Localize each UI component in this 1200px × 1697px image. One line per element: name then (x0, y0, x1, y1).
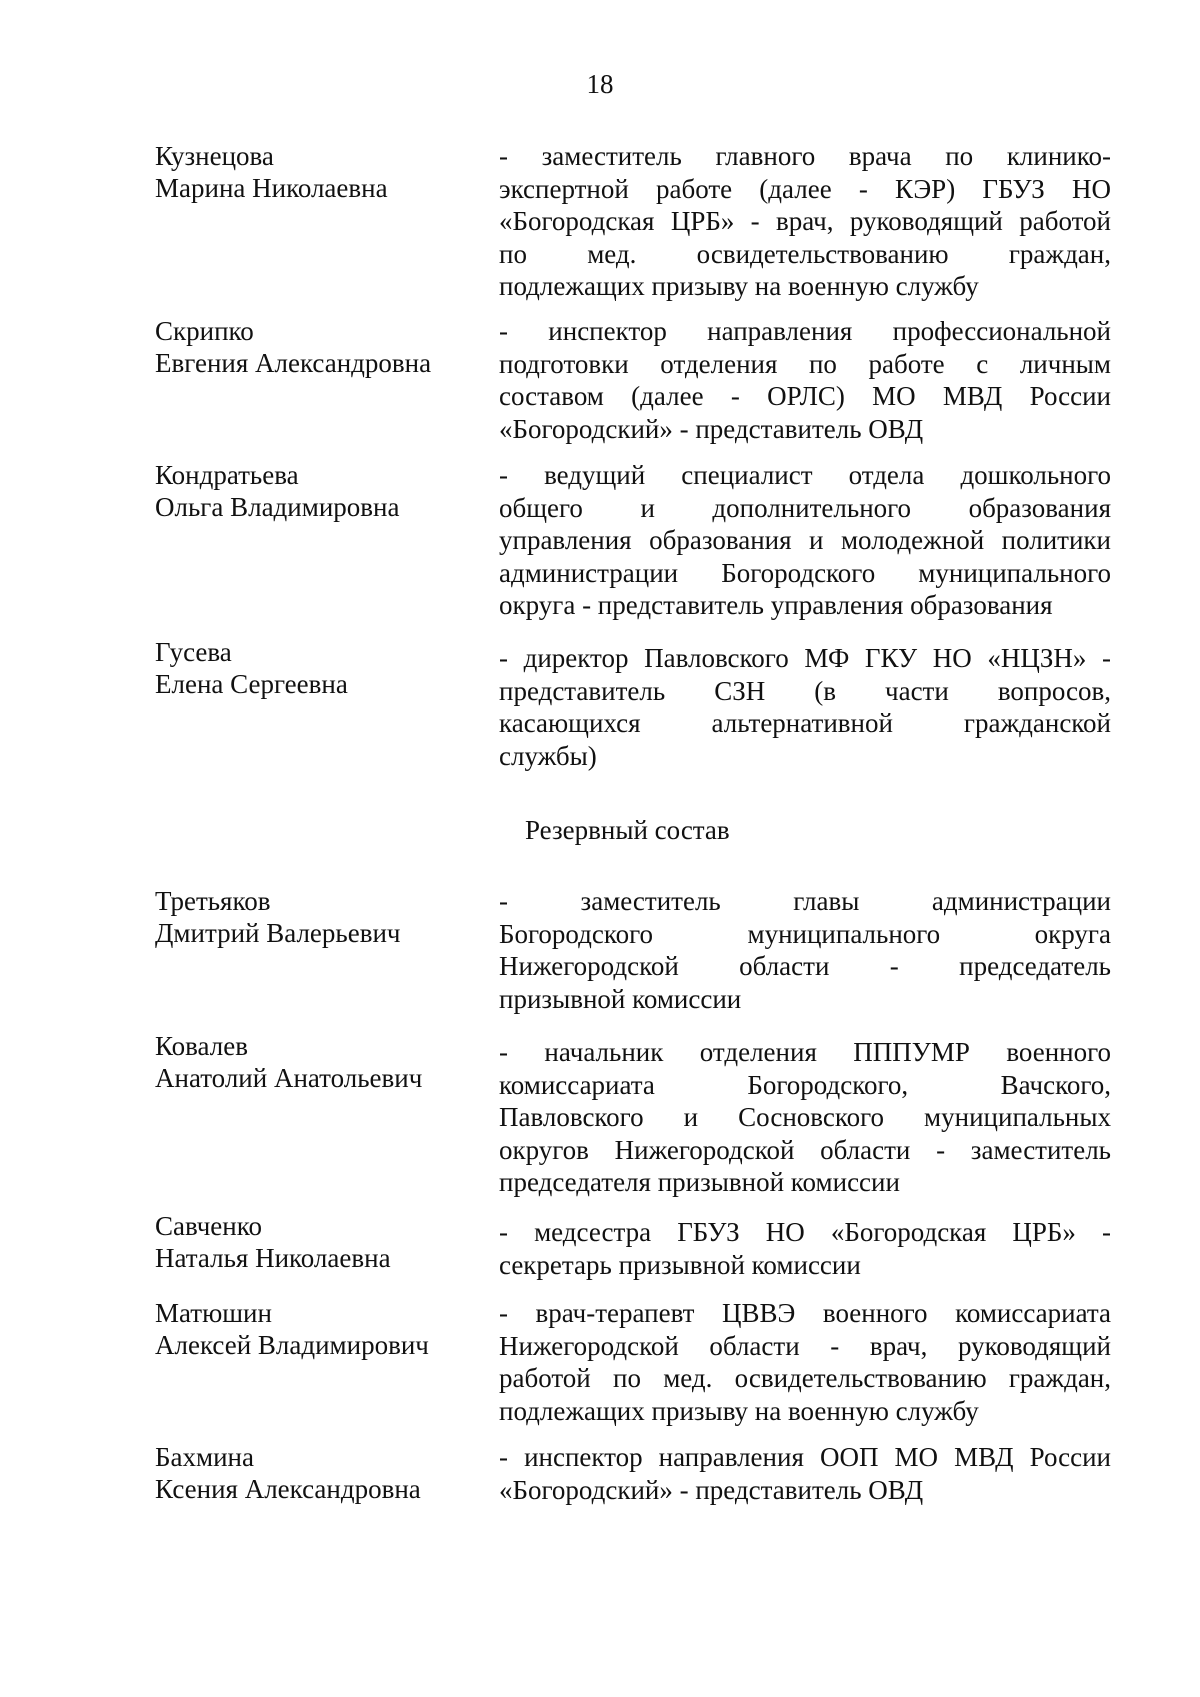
role-line: администрации Богородского муниципального (499, 557, 1111, 588)
member-role (499, 1441, 1111, 1506)
role-line: Нижегородской области - председатель (499, 951, 1111, 981)
member-name (155, 1441, 485, 1505)
role-line: - ведущий специалист отдела дошкольного (499, 460, 1111, 490)
role-line: подлежащих призыву на военную службу (499, 271, 979, 301)
member-given-name: Ксения Александровна (155, 1474, 421, 1504)
role-line: службы) (499, 740, 597, 771)
member-name (155, 1297, 485, 1361)
member-surname: Матюшин (155, 1298, 272, 1328)
member-given-name: Наталья Николаевна (155, 1243, 391, 1273)
role-line: - инспектор направления профессиональной (499, 316, 1111, 346)
member-surname: Скрипко (155, 316, 254, 346)
role-line: экспертной работе (далее - КЭР) ГБУЗ НО (499, 173, 1111, 204)
role-line: председателя призывной комиссии (499, 1167, 900, 1197)
member-role (499, 642, 1111, 772)
role-line: общего и дополнительного образования (499, 492, 1111, 523)
member-role (499, 1216, 1111, 1281)
role-line: Нижегородской области - врач, руководящий (499, 1330, 1111, 1361)
member-name (155, 140, 485, 204)
role-line: работой по мед. освидетельствованию граждан, (499, 1363, 1111, 1393)
role-line: представитель СЗН (в части вопросов, (499, 675, 1111, 706)
member-name (155, 1210, 485, 1274)
role-line: округа - представитель управления образования (499, 590, 1053, 620)
member-surname: Кузнецова (155, 141, 274, 171)
member-given-name: Евгения Александровна (155, 348, 432, 378)
role-line: по мед. освидетельствованию граждан, (499, 238, 1111, 269)
member-surname: Третьяков (155, 886, 271, 916)
member-name (155, 459, 485, 523)
member-surname: Савченко (155, 1211, 262, 1241)
role-line: - медсестра ГБУЗ НО «Богородская ЦРБ» - (499, 1217, 1111, 1247)
member-given-name: Ольга Владимировна (155, 492, 400, 522)
role-line: «Богородский» - представитель ОВД (499, 413, 924, 444)
member-given-name: Марина Николаевна (155, 173, 388, 203)
role-line: - начальник отделения ПППУМР военного (499, 1037, 1111, 1067)
role-line: составом (далее - ОРЛС) МО МВД России (499, 381, 1111, 411)
member-name (155, 885, 485, 949)
role-line: - заместитель главного врача по клинико- (499, 141, 1111, 171)
member-role (499, 885, 1111, 1015)
role-line: подготовки отделения по работе с личным (499, 348, 1111, 379)
role-line: - директор Павловского МФ ГКУ НО «НЦЗН» - (499, 643, 1111, 673)
role-line: «Богородская ЦРБ» - врач, руководящий работой (499, 206, 1111, 236)
role-line: «Богородский» - представитель ОВД (499, 1474, 924, 1505)
role-line: - врач-терапевт ЦВВЭ военного комиссариата (499, 1298, 1111, 1328)
role-line: призывной комиссии (499, 983, 742, 1014)
member-surname: Кондратьева (155, 460, 299, 490)
member-role (499, 140, 1111, 303)
role-line: Богородского муниципального округа (499, 918, 1111, 949)
member-surname: Гусева (155, 637, 232, 667)
role-line: касающихся альтернативной гражданской (499, 708, 1111, 738)
member-role (499, 1036, 1111, 1199)
member-given-name: Дмитрий Валерьевич (155, 918, 401, 948)
member-role (499, 459, 1111, 622)
role-line: управления образования и молодежной политики (499, 525, 1111, 555)
member-name (155, 315, 485, 379)
member-given-name: Анатолий Анатольевич (155, 1063, 423, 1093)
role-line: секретарь призывной комиссии (499, 1249, 861, 1280)
role-line: - инспектор направления ООП МО МВД России (499, 1442, 1111, 1472)
member-given-name: Елена Сергеевна (155, 669, 348, 699)
role-line: комиссариата Богородского, Вачского, (499, 1069, 1111, 1100)
member-given-name: Алексей Владимирович (155, 1330, 429, 1360)
role-line: Павловского и Сосновского муниципальных (499, 1102, 1111, 1132)
reserve-heading: Резервный состав (525, 815, 730, 845)
member-surname: Ковалев (155, 1031, 248, 1061)
member-name (155, 1030, 485, 1094)
page-number: 18 (586, 69, 614, 99)
member-role (499, 315, 1111, 445)
role-line: - заместитель главы администрации (499, 886, 1111, 916)
role-line: округов Нижегородской области - заместитель (499, 1134, 1111, 1165)
member-role (499, 1297, 1111, 1427)
role-line: подлежащих призыву на военную службу (499, 1395, 979, 1426)
member-surname: Бахмина (155, 1442, 254, 1472)
member-name (155, 636, 485, 700)
